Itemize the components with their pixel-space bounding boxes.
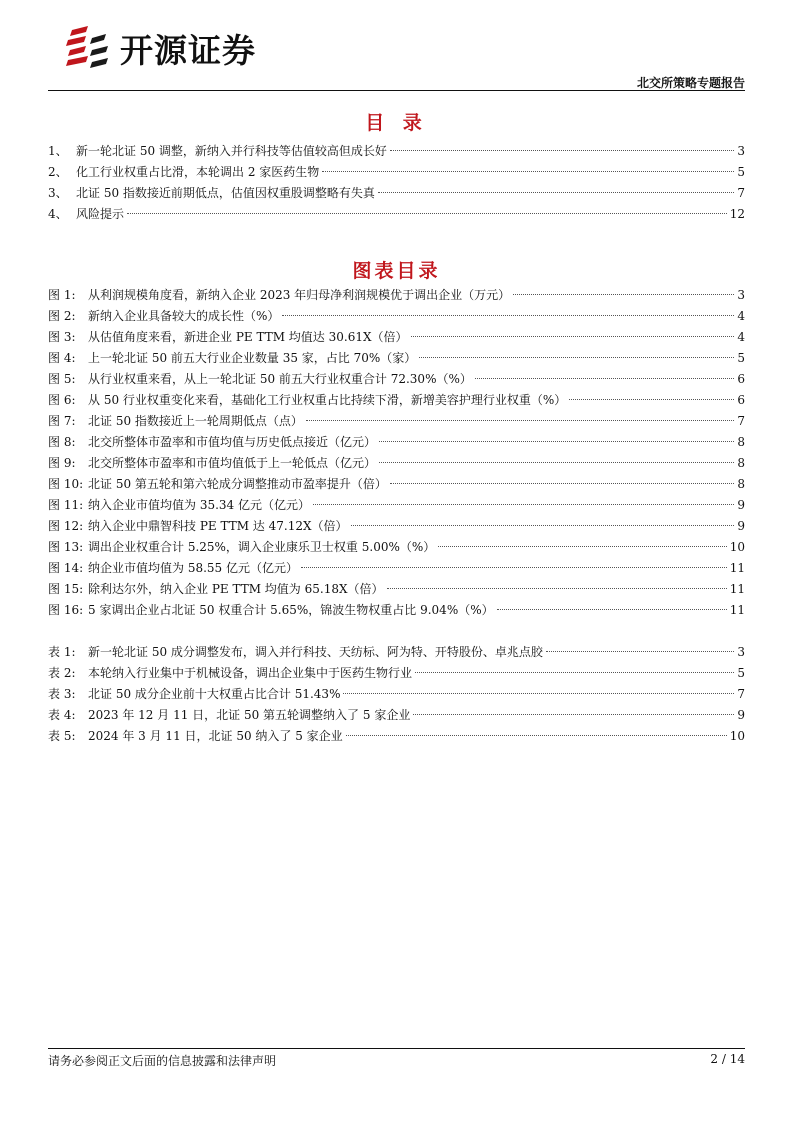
table-entry[interactable]	[48, 642, 745, 663]
figure-list	[48, 285, 745, 621]
figure-entry-text: 纳入企业中鼎智科技 PE TTM 达 47.12X（倍）	[88, 519, 348, 533]
table-entry-label: 表 4:	[48, 708, 76, 722]
leader-dots	[322, 171, 734, 172]
section-list	[48, 141, 745, 225]
toc-entry[interactable]	[48, 141, 745, 162]
figure-entry[interactable]	[48, 537, 745, 558]
toc-entry-page: 5	[737, 165, 745, 179]
leader-dots	[313, 504, 734, 505]
figure-entry-text: 从估值角度来看，新进企业 PE TTM 均值达 30.61X（倍）	[88, 330, 408, 344]
figure-entry[interactable]	[48, 432, 745, 453]
figure-entry-label: 图 7:	[48, 414, 76, 428]
figure-entry-text: 新纳入企业具备较大的成长性（%）	[88, 309, 280, 323]
table-entry-label: 表 3:	[48, 687, 76, 701]
brand-name: 开源证券	[120, 30, 256, 70]
toc-entry-label: 4、	[48, 207, 68, 221]
table-entry-text: 北证 50 成分企业前十大权重占比合计 51.43%	[88, 687, 341, 701]
table-entry-page: 5	[737, 666, 745, 680]
leader-dots	[306, 420, 734, 421]
figure-entry-page: 5	[737, 351, 745, 365]
figure-entry-page: 8	[737, 456, 745, 470]
leader-dots	[546, 651, 734, 652]
toc-title: 目 录	[365, 112, 428, 134]
leader-dots	[475, 378, 734, 379]
page-number: 2 / 14	[710, 1052, 745, 1066]
leader-dots	[390, 483, 734, 484]
figure-entry-label: 图 2:	[48, 309, 76, 323]
leader-dots	[346, 735, 727, 736]
figure-entry[interactable]	[48, 390, 745, 411]
figure-entry-page: 4	[737, 309, 745, 323]
figure-entry-page: 11	[729, 582, 745, 596]
leader-dots	[387, 588, 727, 589]
figure-entry-page: 4	[737, 330, 745, 344]
table-entry-text: 新一轮北证 50 成分调整发布，调入并行科技、天纺标、阿为特、开特股份、卓兆点胶	[88, 645, 543, 659]
figure-entry-label: 图 4:	[48, 351, 76, 365]
toc-entry[interactable]	[48, 162, 745, 183]
figure-entry[interactable]	[48, 453, 745, 474]
figure-entry[interactable]	[48, 600, 745, 621]
leader-dots	[378, 192, 734, 193]
table-entry[interactable]	[48, 726, 745, 747]
page-header	[48, 0, 745, 90]
figure-entry[interactable]	[48, 516, 745, 537]
figure-entry[interactable]	[48, 369, 745, 390]
leader-dots	[415, 672, 734, 673]
figure-entry-text: 从利润规模角度看，新纳入企业 2023 年归母净利润规模优于调出企业（万元）	[88, 288, 511, 302]
figure-entry-page: 8	[737, 477, 745, 491]
figure-entry-text: 从行业权重来看，从上一轮北证 50 前五大行业权重合计 72.30%（%）	[88, 372, 472, 386]
figure-entry-label: 图 13:	[48, 540, 84, 554]
figure-entry-text: 上一轮北证 50 前五大行业企业数量 35 家，占比 70%（家）	[88, 351, 417, 365]
figures-title: 图表目录	[352, 260, 441, 282]
toc-entry-text: 北证 50 指数接近前期低点，估值因权重股调整略有失真	[76, 186, 375, 200]
figure-entry-text: 纳入企业市值均值为 35.34 亿元（亿元）	[88, 498, 310, 512]
toc-entry-label: 2、	[48, 165, 68, 179]
figure-entry[interactable]	[48, 579, 745, 600]
figure-entry-label: 图 8:	[48, 435, 76, 449]
figure-entry-page: 10	[729, 540, 745, 554]
footer-divider	[48, 1048, 745, 1049]
figure-entry-page: 3	[737, 288, 745, 302]
leader-dots	[301, 567, 727, 568]
figure-entry-text: 调出企业权重合计 5.25%，调入企业康乐卫士权重 5.00%（%）	[88, 540, 436, 554]
figure-entry-label: 图 11:	[48, 498, 84, 512]
toc-entry[interactable]	[48, 204, 745, 225]
toc-entry-text: 风险提示	[76, 207, 125, 221]
figure-entry-label: 图 15:	[48, 582, 84, 596]
table-entry[interactable]	[48, 684, 745, 705]
leader-dots	[343, 693, 734, 694]
table-entry-page: 3	[737, 645, 745, 659]
table-entry-text: 2023 年 12 月 11 日，北证 50 第五轮调整纳入了 5 家企业	[88, 708, 411, 722]
leader-dots	[513, 294, 734, 295]
figure-entry-label: 图 3:	[48, 330, 76, 344]
header-divider	[48, 90, 745, 91]
leader-dots	[438, 546, 726, 547]
table-entry-label: 表 5:	[48, 729, 76, 743]
figure-entry[interactable]	[48, 285, 745, 306]
toc-entry-label: 3、	[48, 186, 68, 200]
leader-dots	[282, 315, 734, 316]
figure-entry-label: 图 10:	[48, 477, 84, 491]
figure-entry-text: 北证 50 第五轮和第六轮成分调整推动市盈率提升（倍）	[88, 477, 387, 491]
leader-dots	[379, 441, 734, 442]
figure-entry-label: 图 6:	[48, 393, 76, 407]
figure-entry-page: 6	[737, 372, 745, 386]
leader-dots	[497, 609, 727, 610]
figure-entry-text: 从 50 行业权重变化来看，基础化工行业权重占比持续下滑，新增美容护理行业权重（%）	[88, 393, 567, 407]
figure-entry-label: 图 16:	[48, 603, 84, 617]
leader-dots	[411, 336, 735, 337]
figure-entry-text: 除利达尔外，纳入企业 PE TTM 均值为 65.18X（倍）	[88, 582, 384, 596]
toc-entry-text: 化工行业权重占比滑，本轮调出 2 家医药生物	[76, 165, 320, 179]
figure-entry-text: 5 家调出企业占北证 50 权重合计 5.65%，锦波生物权重占比 9.04%（%）	[88, 603, 494, 617]
figure-entry-page: 9	[737, 519, 745, 533]
table-entry-page: 9	[737, 708, 745, 722]
logo-icon	[66, 24, 110, 72]
table-entry-text: 2024 年 3 月 11 日，北证 50 纳入了 5 家企业	[88, 729, 343, 743]
figure-entry-label: 图 5:	[48, 372, 76, 386]
figure-entry-label: 图 12:	[48, 519, 84, 533]
figure-entry-text: 纳企业市值均值为 58.55 亿元（亿元）	[88, 561, 298, 575]
figure-entry-label: 图 9:	[48, 456, 76, 470]
toc-entry[interactable]	[48, 183, 745, 204]
footer-disclaimer: 请务必参阅正文后面的信息披露和法律声明	[48, 1054, 277, 1068]
figure-entry[interactable]	[48, 327, 745, 348]
toc-entry-page: 12	[729, 207, 745, 221]
table-entry-page: 7	[737, 687, 745, 701]
leader-dots	[127, 213, 727, 214]
figure-entry-text: 北交所整体市盈率和市值均值低于上一轮低点（亿元）	[88, 456, 377, 470]
figure-entry-label: 图 14:	[48, 561, 84, 575]
figure-entry-text: 北证 50 指数接近上一轮周期低点（点）	[88, 414, 303, 428]
figure-entry-page: 6	[737, 393, 745, 407]
figure-entry[interactable]	[48, 348, 745, 369]
figure-entry-page: 11	[729, 561, 745, 575]
report-type: 北交所策略专题报告	[636, 76, 745, 90]
toc-entry-label: 1、	[48, 144, 68, 158]
table-entry-label: 表 2:	[48, 666, 76, 680]
figure-entry[interactable]	[48, 306, 745, 327]
figure-entry-label: 图 1:	[48, 288, 76, 302]
table-entry-text: 本轮纳入行业集中于机械设备，调出企业集中于医药生物行业	[88, 666, 413, 680]
figure-entry[interactable]	[48, 495, 745, 516]
table-list	[48, 642, 745, 747]
toc-entry-page: 3	[737, 144, 745, 158]
toc-entry-page: 7	[737, 186, 745, 200]
figure-entry-page: 9	[737, 498, 745, 512]
table-entry[interactable]	[48, 663, 745, 684]
leader-dots	[419, 357, 734, 358]
figure-entry[interactable]	[48, 411, 745, 432]
leader-dots	[390, 150, 734, 151]
leader-dots	[379, 462, 734, 463]
figure-entry-page: 11	[729, 603, 745, 617]
figure-entry-text: 北交所整体市盈率和市值均值与历史低点接近（亿元）	[88, 435, 377, 449]
brand-logo	[66, 24, 256, 72]
leader-dots	[569, 399, 734, 400]
figure-entry[interactable]	[48, 558, 745, 579]
table-entry-page: 10	[729, 729, 745, 743]
table-entry[interactable]	[48, 705, 745, 726]
leader-dots	[351, 525, 735, 526]
figure-entry-page: 8	[737, 435, 745, 449]
figure-entry[interactable]	[48, 474, 745, 495]
toc-entry-text: 新一轮北证 50 调整，新纳入并行科技等估值较高但成长好	[76, 144, 387, 158]
leader-dots	[413, 714, 734, 715]
figure-entry-page: 7	[737, 414, 745, 428]
table-entry-label: 表 1:	[48, 645, 76, 659]
